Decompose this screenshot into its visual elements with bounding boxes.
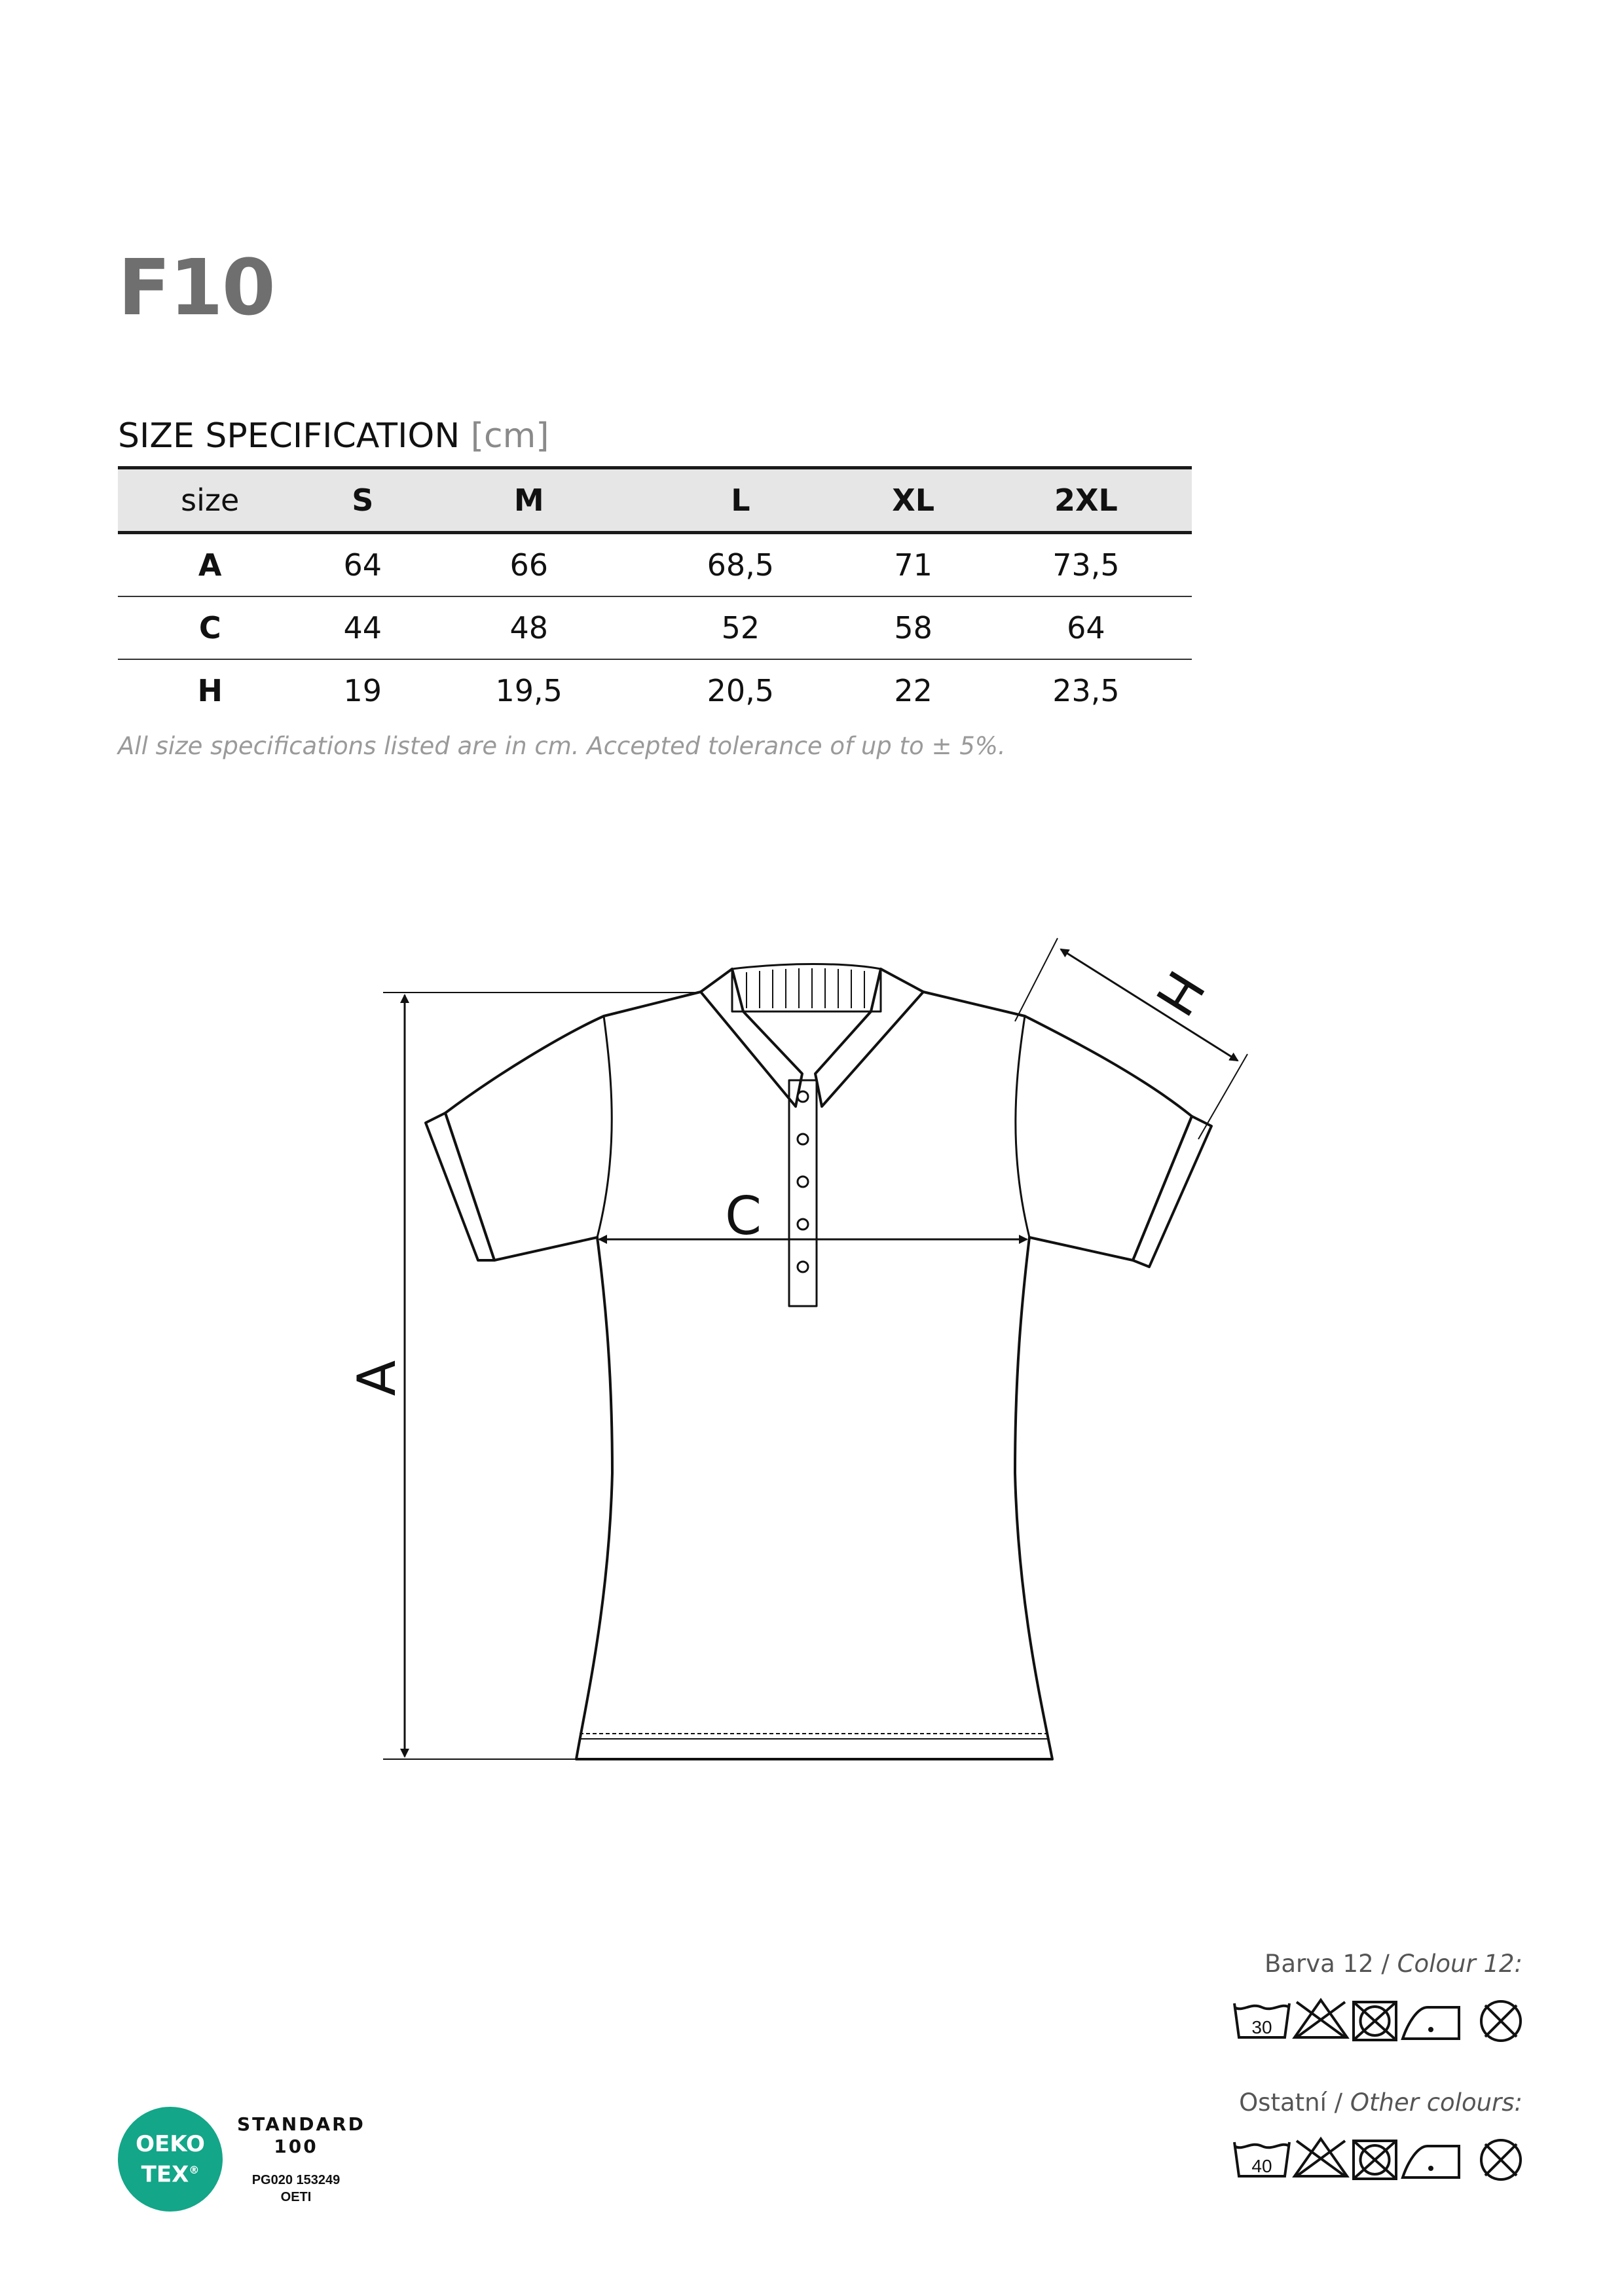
table-row (118, 659, 1192, 721)
oeko-standard-label: STANDARD (237, 2113, 365, 2135)
table-cell: 19,5 (495, 673, 563, 708)
oeko-line1: OEKO (136, 2130, 205, 2157)
collar-right (815, 969, 923, 1106)
table-cell: 23,5 (1052, 673, 1120, 708)
header-cell: L (731, 483, 750, 518)
dimension-h-label: H (1143, 960, 1216, 1026)
care-label-other (1239, 2088, 1522, 2117)
wash-temperature: 40 (1251, 2156, 1272, 2176)
table-cell: 58 (894, 610, 932, 646)
table-cell: 44 (343, 610, 382, 646)
oeko-reg: ® (189, 2163, 200, 2176)
table-cell: 68,5 (707, 547, 775, 583)
care-label-colour12 (1264, 1950, 1522, 1978)
left-sleeve-seam (597, 1016, 612, 1237)
header-cell: S (352, 483, 374, 518)
header-cell: size (181, 483, 240, 518)
row-label: A (198, 547, 222, 583)
care-label-en: Other colours: (1350, 2088, 1522, 2117)
button (798, 1176, 808, 1187)
wash-temperature: 30 (1251, 2017, 1272, 2037)
dimension-c-label: C (725, 1186, 762, 1247)
polo-shirt-diagram (0, 903, 1624, 1807)
spec-unit: [cm] (470, 416, 549, 456)
table-cell: 52 (721, 610, 760, 646)
right-sleeve-seam (1016, 1016, 1029, 1237)
dimension-a-label: A (346, 1360, 407, 1396)
oeko-tex-logo (118, 2107, 223, 2212)
spec-title (118, 416, 549, 456)
care-symbols-other (1231, 2136, 1526, 2188)
button (798, 1219, 808, 1230)
table-cell: 66 (509, 547, 548, 583)
oeko-standard-number: 100 (274, 2136, 318, 2157)
oeko-standard (237, 2113, 365, 2158)
care-label-en: Colour 12: (1397, 1950, 1522, 1978)
right-cuff (1133, 1116, 1211, 1267)
button (798, 1134, 808, 1144)
oeko-line2: TEX (141, 2161, 189, 2188)
header-cell: XL (892, 483, 935, 518)
table-cell: 19 (343, 673, 382, 708)
iron-icon (1403, 2146, 1459, 2178)
table-cell: 64 (343, 547, 382, 583)
table-row (118, 596, 1192, 659)
table-cell: 20,5 (707, 673, 775, 708)
oeko-cert-number: PG020 153249 (251, 2173, 341, 2187)
header-cell: M (513, 483, 544, 518)
no-bleach-icon (1295, 2000, 1347, 2037)
collar-left (701, 969, 802, 1106)
oeko-certificate (237, 2172, 355, 2206)
table-header-row (118, 468, 1192, 533)
product-code: F10 (118, 242, 274, 333)
care-label-cz: Barva 12 / (1264, 1950, 1390, 1978)
table-cell: 22 (894, 673, 932, 708)
button (798, 1262, 808, 1272)
size-table (118, 466, 1192, 721)
no-tumble-dry-icon (1354, 2141, 1396, 2179)
table-cell: 48 (509, 610, 548, 646)
table-cell: 73,5 (1052, 547, 1120, 583)
shirt-body-outline (445, 992, 1192, 1759)
left-cuff (426, 1113, 494, 1260)
tolerance-note: All size specifications listed are in cm. Accepted tolerance of up to ± 5%. (118, 732, 1006, 760)
no-dry-clean-icon (1481, 2001, 1521, 2041)
table-row (118, 533, 1192, 597)
collar-back (732, 964, 881, 1012)
row-label: H (197, 673, 223, 708)
oeko-institute: OETI (280, 2190, 312, 2204)
no-tumble-dry-icon (1354, 2002, 1396, 2040)
care-symbols-colour12 (1231, 1997, 1526, 2049)
dimension-h-line (1061, 949, 1238, 1061)
header-cell: 2XL (1054, 483, 1118, 518)
iron-icon (1403, 2007, 1459, 2039)
no-bleach-icon (1295, 2139, 1347, 2176)
spec-title-text: SIZE SPECIFICATION (118, 416, 460, 456)
button (798, 1091, 808, 1102)
no-dry-clean-icon (1481, 2140, 1521, 2179)
table-cell: 64 (1067, 610, 1105, 646)
care-label-cz: Ostatní / (1239, 2088, 1343, 2117)
row-label: C (198, 610, 221, 646)
table-cell: 71 (894, 547, 932, 583)
